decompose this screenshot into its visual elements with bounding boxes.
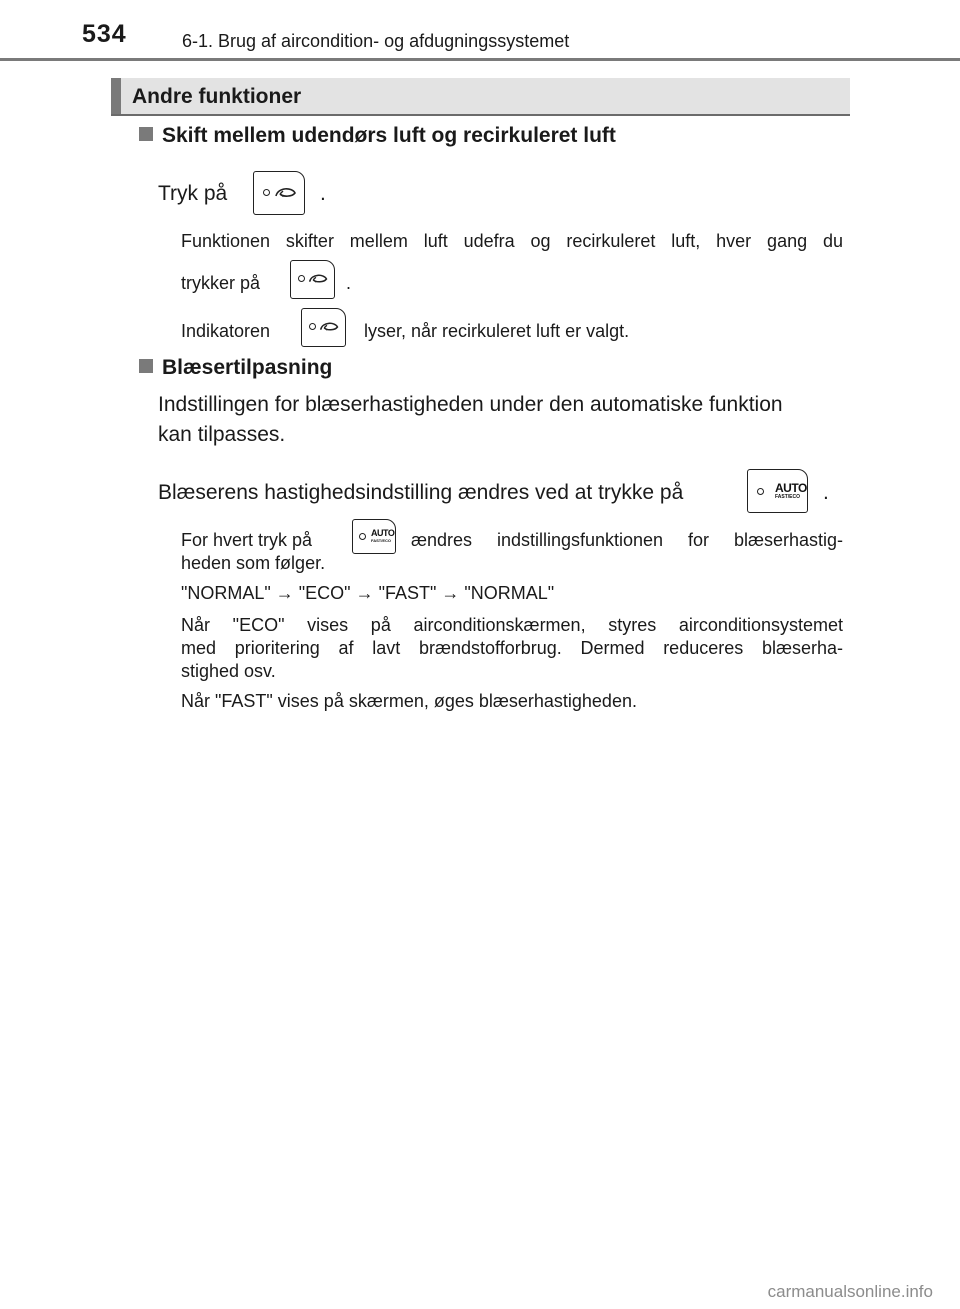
recirculation-icon [273,184,299,202]
outside-air-heading: Skift mellem udendørs luft og recirkuleret luft [139,124,616,148]
eco-description-line1: Når "ECO" vises på airconditionskærmen, styres airconditionsystemet [181,615,843,635]
eco-description-line2: med prioritering af lavt brændstofforbrug. Dermed reduceres blæserha- [181,638,843,658]
blower-note1-line2: heden som følger. [181,553,326,573]
blower-heading: Blæsertilpasning [139,356,332,380]
recirculation-icon [318,319,341,335]
auto-fast-eco-button[interactable] [352,519,396,554]
header-divider [0,58,960,61]
blower-intro-line1: Indstillingen for blæserhastigheden under den automatiske funktion [158,393,783,416]
watermark: carmanualsonline.info [767,1282,933,1301]
blower-note1-suffix: ændres indstillingsfunktionen for blæserhastig- [411,530,843,550]
indicator-dot-icon [309,323,316,330]
chapter-title: 6-1. Brug af aircondition- og afdugningssystemet [182,31,570,51]
fast-eco-label: FAST/ECO [371,538,392,543]
indicator-dot-icon [298,275,305,282]
indicator-text-suffix: lyser, når recirkuleret luft er valgt. [364,321,630,341]
blower-note1-prefix: For hvert tryk på [181,530,313,550]
section-accent [111,78,121,114]
section-heading-bar [111,78,850,116]
blower-intro-line2: kan tilpasses. [158,423,286,446]
indicator-dot-icon [263,189,270,196]
fast-description: Når "FAST" vises på skærmen, øges blæserhastigheden. [181,691,637,711]
bullet-square-icon [139,127,153,141]
outside-air-instruction-suffix: . [320,182,326,205]
auto-label: AUTO [371,528,395,538]
outside-air-note-line2-prefix: trykker på [181,273,261,293]
recirculation-button[interactable] [253,171,305,215]
bullet-square-icon [139,359,153,373]
blower-instruction-prefix: Blæserens hastighedsindstilling ændres ved at trykke på [158,481,684,504]
fast-eco-label: FAST/ECO [775,494,801,500]
indicator-text-prefix: Indikatoren [181,321,271,341]
page-number: 534 [82,20,127,48]
outside-air-note-line1: Funktionen skifter mellem luft udefra og recirkuleret luft, hver gang du [181,231,843,251]
indicator-dot-icon [359,533,366,540]
section-title: Andre funktioner [132,85,302,108]
recirculation-indicator [301,308,346,347]
outside-air-note-line2-suffix: . [346,273,352,293]
eco-description-line3: stighed osv. [181,661,276,681]
blower-instruction-suffix: . [823,481,829,504]
auto-fast-eco-button[interactable] [747,469,808,513]
outside-air-instruction-prefix: Tryk på [158,182,228,205]
auto-label: AUTO [775,481,807,495]
indicator-dot-icon [757,488,764,495]
recirculation-icon [307,271,330,287]
recirculation-button[interactable] [290,260,335,299]
blower-mode-sequence: "NORMAL" → "ECO" → "FAST" → "NORMAL" [181,583,555,603]
